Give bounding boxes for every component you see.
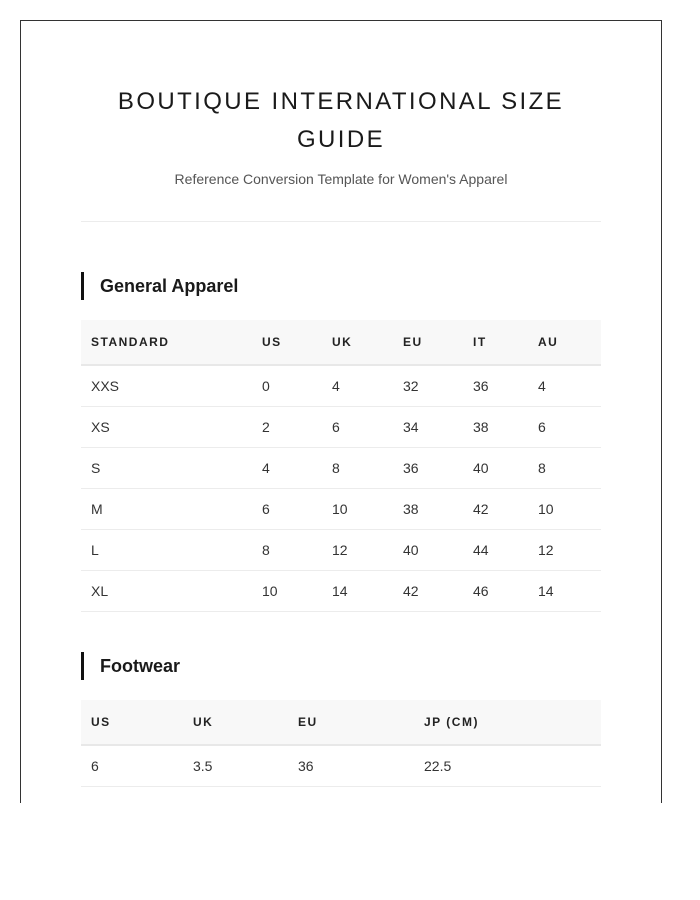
cell-au: 4 [528, 365, 601, 407]
cell-us: 4 [252, 448, 322, 489]
cell-us: 8 [252, 530, 322, 571]
cell-it: 46 [463, 571, 528, 612]
cell-uk: 8 [322, 448, 393, 489]
column-header-au: AU [528, 320, 601, 365]
table-header-row [81, 320, 601, 365]
table-header-row [81, 700, 601, 745]
cell-uk: 3.5 [183, 745, 288, 787]
header-divider [81, 221, 601, 222]
general-apparel-table [81, 320, 601, 612]
column-header-it: IT [463, 320, 528, 365]
cell-au: 10 [528, 489, 601, 530]
cell-standard: L [81, 530, 252, 571]
cell-uk: 14 [322, 571, 393, 612]
cell-us: 2 [252, 407, 322, 448]
cell-uk: 4 [322, 365, 393, 407]
cell-standard: M [81, 489, 252, 530]
cell-us: 0 [252, 365, 322, 407]
footwear-table [81, 700, 601, 787]
table-row [81, 745, 601, 787]
cell-eu: 42 [393, 571, 463, 612]
column-header-standard: STANDARD [81, 320, 252, 365]
cell-standard: XXS [81, 365, 252, 407]
table-row [81, 571, 601, 612]
page-title: BOUTIQUE INTERNATIONAL SIZE GUIDE [117, 88, 565, 153]
cell-jp: 22.5 [414, 745, 601, 787]
cell-uk: 6 [322, 407, 393, 448]
cell-uk: 10 [322, 489, 393, 530]
cell-standard: S [81, 448, 252, 489]
table-row [81, 407, 601, 448]
table-row [81, 530, 601, 571]
column-header-uk: UK [322, 320, 393, 365]
table-row [81, 448, 601, 489]
cell-it: 42 [463, 489, 528, 530]
column-header-eu: EU [288, 700, 414, 745]
cell-eu: 40 [393, 530, 463, 571]
cell-au: 8 [528, 448, 601, 489]
section-heading-footwear: Footwear [81, 652, 180, 680]
cell-it: 40 [463, 448, 528, 489]
cell-au: 6 [528, 407, 601, 448]
cell-us: 6 [252, 489, 322, 530]
cell-us: 6 [81, 745, 183, 787]
column-header-jp: JP (CM) [414, 700, 601, 745]
table-row [81, 489, 601, 530]
cell-au: 14 [528, 571, 601, 612]
column-header-us: US [252, 320, 322, 365]
column-header-us: US [81, 700, 183, 745]
cell-au: 12 [528, 530, 601, 571]
section-heading-general-apparel: General Apparel [81, 272, 238, 300]
cell-eu: 32 [393, 365, 463, 407]
cell-uk: 12 [322, 530, 393, 571]
column-header-uk: UK [183, 700, 288, 745]
cell-standard: XL [81, 571, 252, 612]
page-subtitle: Reference Conversion Template for Women's Apparel [174, 171, 508, 187]
cell-eu: 38 [393, 489, 463, 530]
cell-it: 36 [463, 365, 528, 407]
cell-eu: 34 [393, 407, 463, 448]
cell-it: 38 [463, 407, 528, 448]
size-guide-page [20, 20, 662, 803]
cell-eu: 36 [288, 745, 414, 787]
cell-it: 44 [463, 530, 528, 571]
table-row [81, 365, 601, 407]
cell-us: 10 [252, 571, 322, 612]
column-header-eu: EU [393, 320, 463, 365]
cell-eu: 36 [393, 448, 463, 489]
cell-standard: XS [81, 407, 252, 448]
